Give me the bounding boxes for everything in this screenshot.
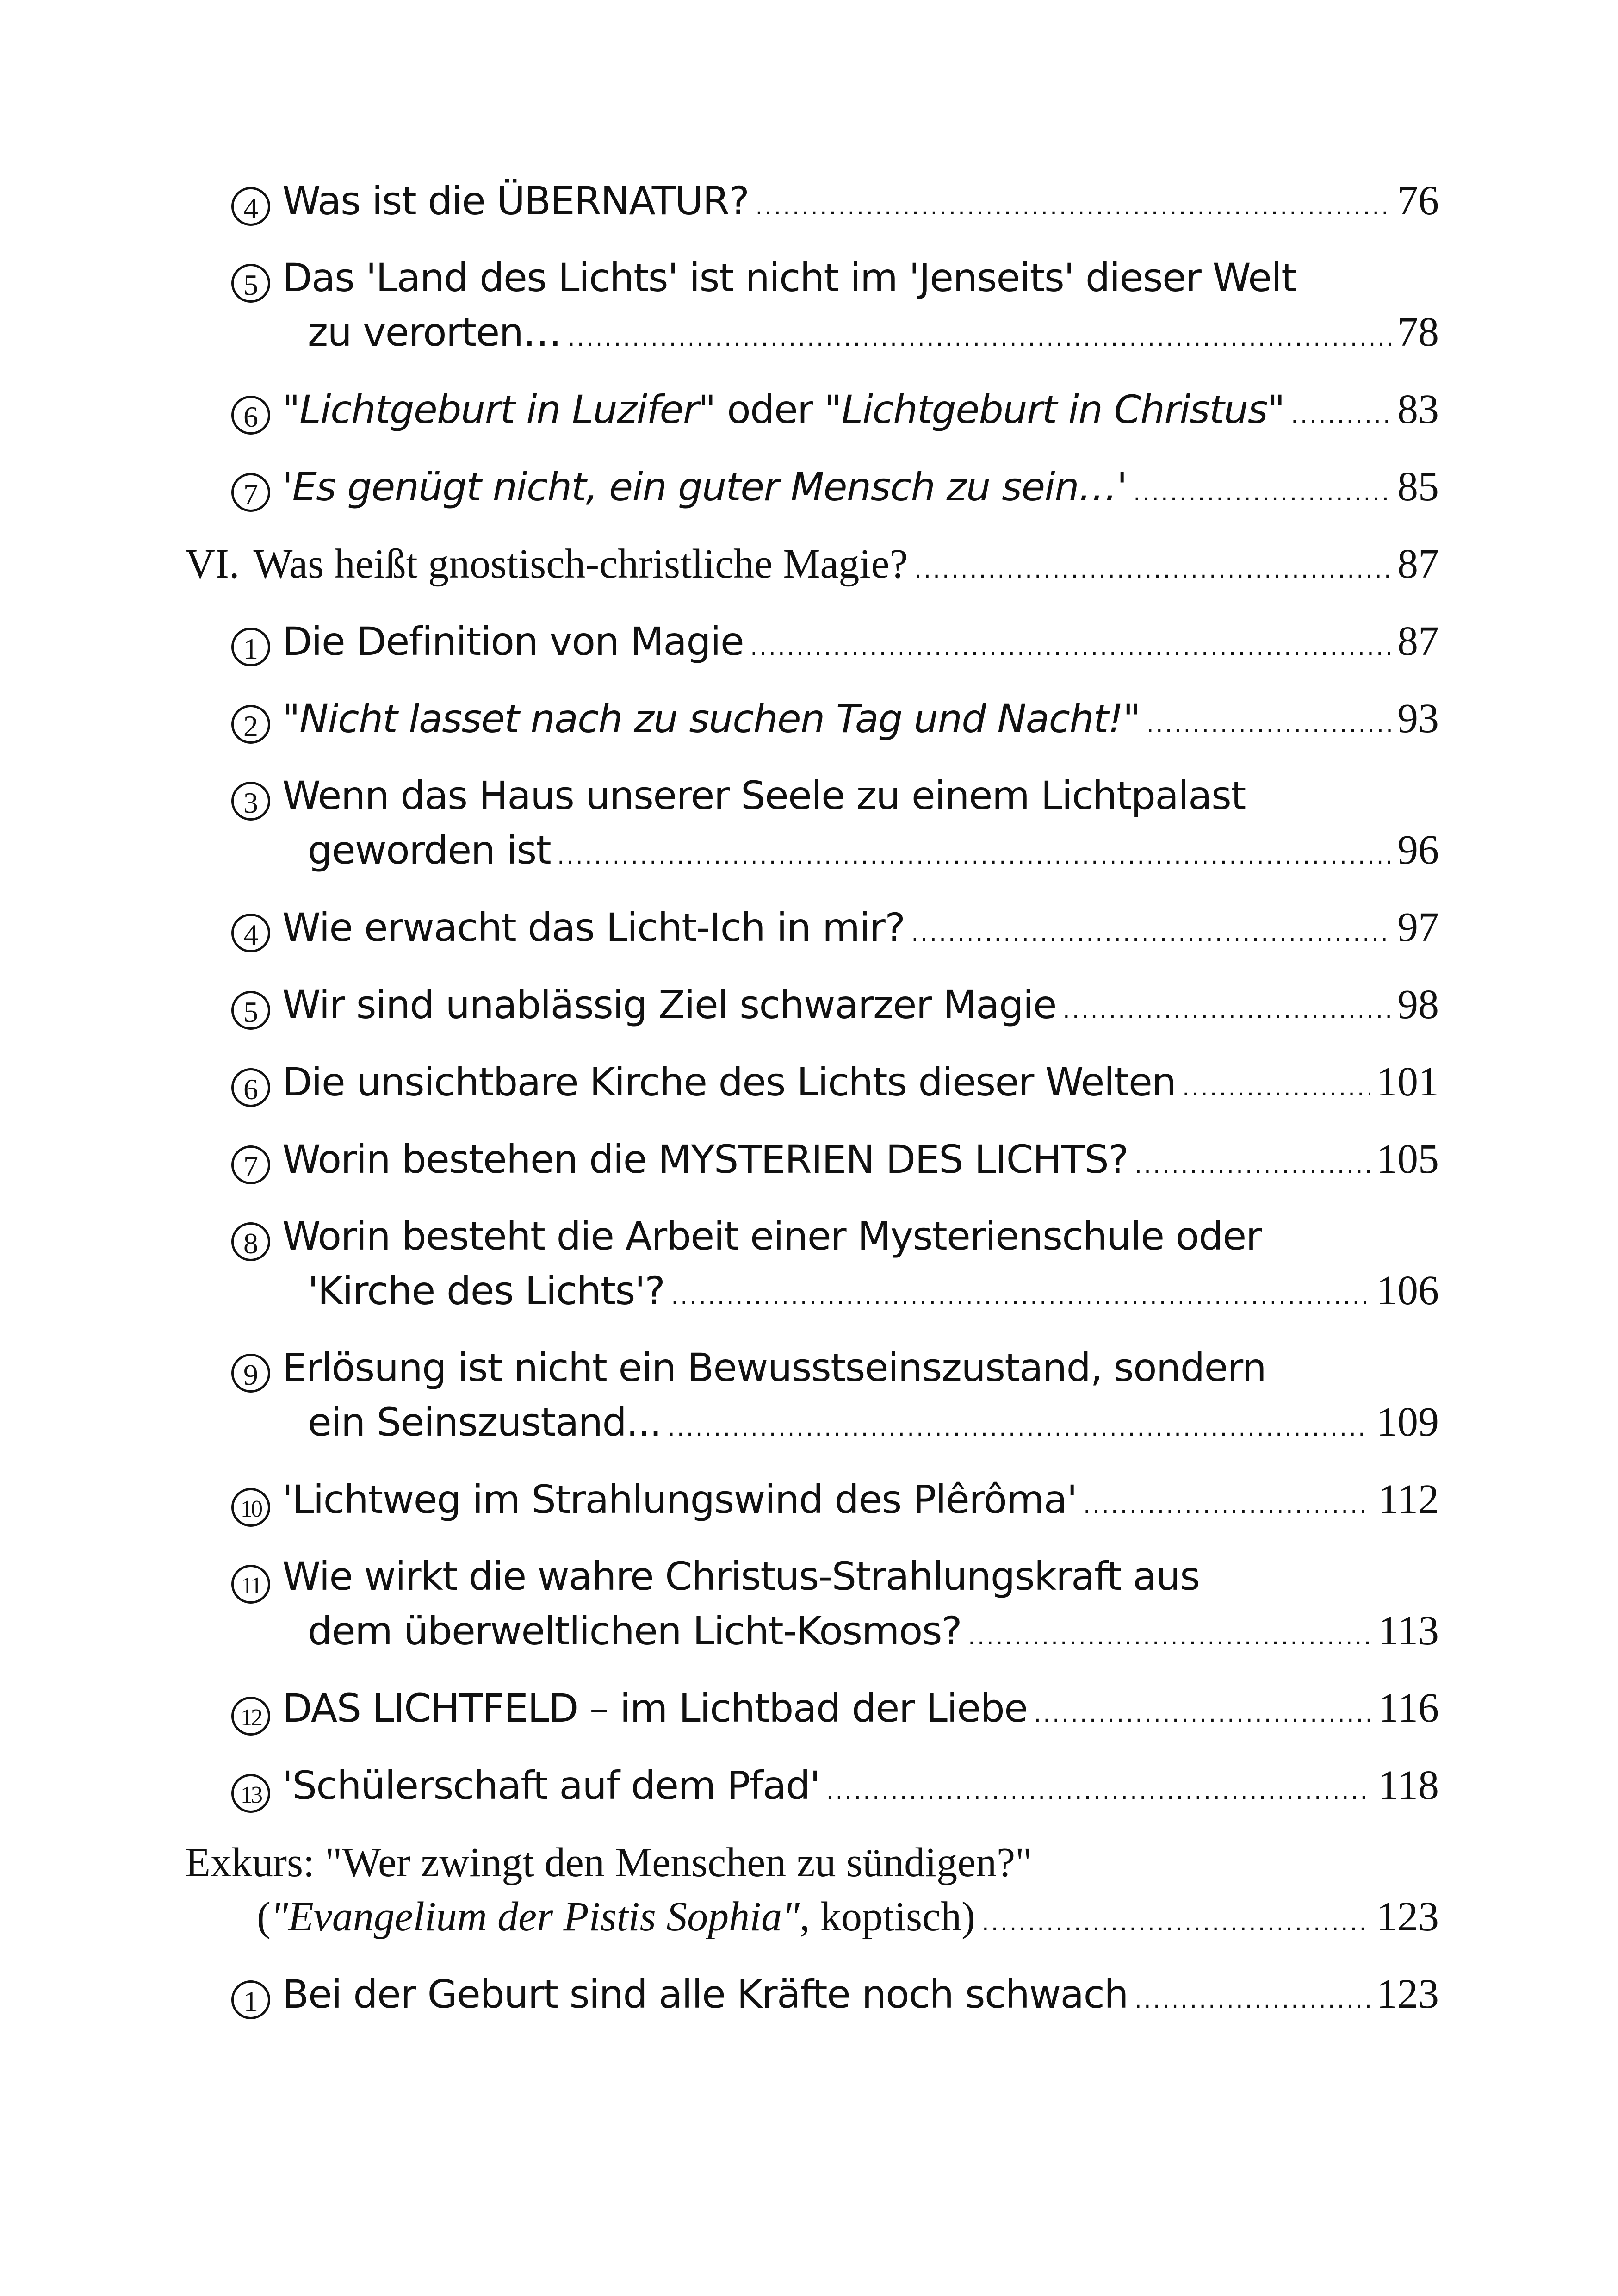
page-number: 76 <box>1397 178 1439 224</box>
excursus-label-text: Exkurs: <box>185 1840 315 1885</box>
excursus-paren: ( <box>257 1894 271 1940</box>
entry-title-line-2: 'Kirche des Lichts'? <box>308 1268 665 1313</box>
page-number: 98 <box>1397 982 1439 1027</box>
toc-entry <box>185 460 1439 514</box>
toc-entry <box>185 382 1439 436</box>
toc-entry <box>185 1472 1439 1526</box>
dot-leader <box>911 906 1391 960</box>
excursus-label <box>185 1836 1032 1890</box>
circled-number: 8 <box>231 1222 270 1261</box>
toc-entry <box>185 977 1439 1032</box>
toc-entry <box>185 1341 1439 1449</box>
page-number: 83 <box>1397 386 1439 432</box>
circled-number: 4 <box>231 187 270 226</box>
dot-leader <box>826 1764 1372 1818</box>
toc-entry <box>185 614 1439 668</box>
entry-title-connector: oder <box>715 387 824 432</box>
dot-leader <box>568 311 1391 365</box>
toc-entry <box>185 251 1439 359</box>
page-number: 101 <box>1376 1059 1439 1105</box>
dot-leader <box>1063 983 1391 1038</box>
entry-title: Wir sind unablässig Ziel schwarzer Magie <box>282 982 1056 1027</box>
chapter-numeral: VI. <box>185 541 240 587</box>
dot-leader <box>1083 1478 1371 1532</box>
entry-title: Worin bestehen die MYSTERIEN DES LICHTS? <box>282 1137 1128 1182</box>
toc-chapter-entry <box>185 537 1439 591</box>
dot-leader <box>914 543 1391 597</box>
circled-number: 6 <box>231 396 270 435</box>
circled-number: 7 <box>231 1145 270 1184</box>
entry-title: 'Es genügt nicht, ein guter Mensch zu sein…' <box>282 464 1127 510</box>
dot-leader <box>755 180 1391 234</box>
entry-title-line-2: zu verorten… <box>308 310 561 355</box>
dot-leader <box>557 829 1391 883</box>
entry-title: 'Lichtweg im Strahlungswind des Plêrôma' <box>282 1477 1077 1522</box>
dot-leader <box>968 1610 1371 1664</box>
toc-entry <box>185 1758 1439 1812</box>
toc-entry <box>185 1549 1439 1658</box>
toc-entry <box>185 1209 1439 1318</box>
page-number: 87 <box>1397 618 1439 664</box>
page-number: 96 <box>1397 827 1439 873</box>
circled-number: 4 <box>231 914 270 952</box>
entry-title: 'Schülerschaft auf dem Pfad' <box>282 1763 820 1808</box>
chapter-title: Was heißt gnostisch-christliche Magie? <box>253 541 908 587</box>
circled-number: 9 <box>231 1354 270 1393</box>
entry-title: Bei der Geburt sind alle Kräfte noch schwach <box>282 1972 1128 2017</box>
toc-entry <box>185 1055 1439 1109</box>
circled-number: 5 <box>231 991 270 1030</box>
entry-title-line-2: ein Seinszustand... <box>308 1400 661 1445</box>
circled-number: 6 <box>231 1068 270 1107</box>
circled-number: 5 <box>231 264 270 303</box>
page-number: 105 <box>1376 1136 1439 1182</box>
page-number: 118 <box>1378 1762 1439 1808</box>
entry-title: DAS LICHTFELD – im Lichtbad der Liebe <box>282 1686 1028 1731</box>
excursus-source-note: , koptisch) <box>799 1894 975 1940</box>
entry-title-line-1: Worin besteht die Arbeit einer Mysterienschule oder <box>282 1213 1261 1259</box>
entry-title: Die unsichtbare Kirche des Lichts dieser Welten <box>282 1059 1176 1105</box>
dot-leader <box>1291 388 1391 442</box>
dot-leader <box>1147 697 1391 752</box>
toc-entry <box>185 1132 1439 1186</box>
entry-title-line-2: geworden ist <box>308 828 551 873</box>
entry-title-line-1: Wie wirkt die wahre Christus-Strahlungskraft aus <box>282 1554 1200 1599</box>
dot-leader <box>1182 1061 1370 1115</box>
toc-excursus-entry <box>185 1836 1439 1944</box>
circled-number: 1 <box>231 628 270 666</box>
entry-title: Die Definition von Magie <box>282 619 744 664</box>
dot-leader <box>1134 1973 1370 2027</box>
excursus-source-title: "Evangelium der Pistis Sophia" <box>270 1894 800 1940</box>
dot-leader <box>668 1401 1370 1455</box>
dot-leader <box>1034 1687 1371 1741</box>
circled-number: 1 <box>231 1980 270 2019</box>
page-number: 93 <box>1397 696 1439 741</box>
dot-leader <box>1134 1138 1370 1192</box>
toc-entry <box>185 1681 1439 1735</box>
page-number: 123 <box>1376 1894 1439 1940</box>
excursus-title-line-2 <box>257 1890 975 1944</box>
entry-title-italic-a: "Lichtgeburt in Luzifer" <box>282 387 716 432</box>
dot-leader <box>982 1896 1370 1950</box>
circled-number: 3 <box>231 782 270 821</box>
circled-number: 13 <box>231 1774 270 1813</box>
toc-entry <box>185 900 1439 954</box>
page-number: 87 <box>1397 541 1439 587</box>
circled-number: 11 <box>231 1565 270 1604</box>
page-number: 113 <box>1378 1608 1439 1654</box>
toc-entry <box>185 1967 1439 2021</box>
toc-entry <box>185 769 1439 877</box>
excursus-title-line-1: "Wer zwingt den Menschen zu sündigen?" <box>314 1840 1032 1885</box>
entry-title-line-1: Erlösung ist nicht ein Bewusstseinszustand, sondern <box>282 1345 1266 1390</box>
table-of-contents <box>185 174 1439 2021</box>
entry-title: Was ist die ÜBERNATUR? <box>282 178 749 224</box>
page-number: 109 <box>1376 1399 1439 1445</box>
circled-number: 2 <box>231 705 270 744</box>
page-number: 106 <box>1376 1268 1439 1313</box>
page-number: 85 <box>1397 464 1439 510</box>
entry-title: "Nicht lasset nach zu suchen Tag und Nacht!" <box>282 696 1140 741</box>
circled-number: 10 <box>231 1488 270 1527</box>
circled-number: 7 <box>231 473 270 512</box>
entry-title-line-1: Das 'Land des Lichts' ist nicht im 'Jenseits' dieser Welt <box>282 255 1296 300</box>
dot-leader <box>1133 466 1391 520</box>
page-number: 97 <box>1397 904 1439 950</box>
page-number: 116 <box>1378 1685 1439 1731</box>
page-number: 123 <box>1376 1971 1439 2017</box>
entry-title: Wie erwacht das Licht-Ich in mir? <box>282 905 905 950</box>
dot-leader <box>750 620 1391 674</box>
page-number: 78 <box>1397 309 1439 355</box>
entry-title <box>282 383 1284 437</box>
toc-entry <box>185 691 1439 746</box>
circled-number: 12 <box>231 1697 270 1736</box>
dot-leader <box>671 1269 1370 1324</box>
toc-entry <box>185 174 1439 228</box>
entry-title-italic-b: "Lichtgeburt in Christus" <box>824 387 1285 432</box>
entry-title-line-1: Wenn das Haus unserer Seele zu einem Lichtpalast <box>282 773 1246 818</box>
entry-title-line-2: dem überweltlichen Licht-Kosmos? <box>308 1608 962 1654</box>
page-number: 112 <box>1378 1476 1439 1522</box>
